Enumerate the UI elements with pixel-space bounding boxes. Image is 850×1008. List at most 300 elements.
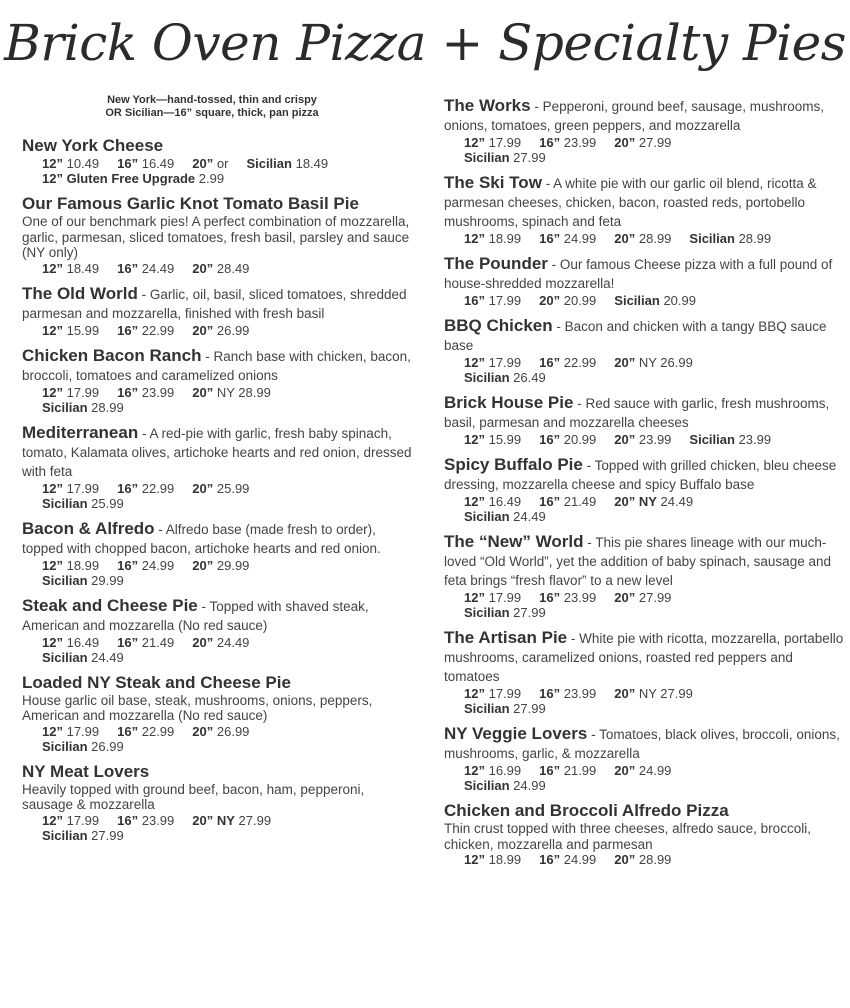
price-list <box>22 635 412 665</box>
size-label: Sicilian <box>464 370 510 385</box>
price-value: 29.99 <box>91 572 124 588</box>
size-label: 20” NY <box>614 494 657 509</box>
size-label: 20” <box>614 432 636 447</box>
menu-item-header <box>22 136 412 156</box>
price-value: 26.49 <box>513 370 546 385</box>
price-entry <box>539 293 596 308</box>
price-entry <box>192 813 271 828</box>
left-column <box>22 94 412 851</box>
price-value: 23.99 <box>638 432 672 447</box>
menu-item-name: The Old World <box>22 283 138 303</box>
size-label: 20” <box>614 686 636 701</box>
menu-item-description: - Pepperoni, ground beef, sausage, mushrooms, onions, tomatoes, green peppers, and mozzarella <box>444 99 825 133</box>
price-entry <box>117 323 174 338</box>
menu-item <box>444 254 844 308</box>
price-value: 27.99 <box>513 150 546 165</box>
price-list <box>22 813 412 843</box>
price-value: 20.99 <box>563 293 597 308</box>
price-value: 23.99 <box>141 812 175 828</box>
price-row <box>42 156 412 171</box>
right-menu-items <box>444 96 844 867</box>
price-entry <box>614 432 671 447</box>
menu-item <box>444 316 844 385</box>
price-entry <box>192 385 271 400</box>
menu-item-name: Brick House Pie <box>444 393 574 412</box>
menu-item-name: NY Meat Lovers <box>22 761 150 781</box>
price-list <box>22 323 412 338</box>
price-value: 27.99 <box>638 590 672 605</box>
size-label: 20” <box>614 763 636 778</box>
price-row <box>42 724 412 739</box>
size-label: Sicilian <box>42 399 88 415</box>
price-entry <box>117 813 174 828</box>
price-value: 24.49 <box>141 260 175 276</box>
price-entry <box>42 481 99 496</box>
size-label: 12” <box>464 590 485 605</box>
menu-item-name: The Pounder <box>444 254 548 273</box>
price-value: 22.99 <box>141 322 175 338</box>
price-row <box>464 355 844 370</box>
price-list <box>444 763 844 793</box>
size-label: Sicilian <box>42 827 88 843</box>
size-label: 12” <box>464 763 485 778</box>
price-entry <box>192 261 249 276</box>
menu-item-description: - Bacon and chicken with a tangy BBQ sauce base <box>444 319 827 353</box>
price-entry <box>614 590 671 605</box>
menu-item-description: - Topped with grilled chicken, bleu cheese dressing, mozzarella cheese and spicy Buffalo base <box>444 458 837 492</box>
price-entry <box>464 370 546 385</box>
price-value: 24.49 <box>91 649 124 665</box>
price-entry <box>539 686 596 701</box>
menu-title: Brick Oven Pizza + Specialty Pies <box>4 14 846 72</box>
price-row <box>42 635 412 650</box>
menu-item-name: New York Cheese <box>22 136 164 155</box>
size-label: 20” <box>614 852 636 867</box>
price-entry <box>42 496 124 511</box>
size-label: 20” <box>192 260 214 276</box>
menu-item-header <box>22 423 412 481</box>
crust-intro <box>22 94 412 120</box>
menu-item-description: - Garlic, oil, basil, sliced tomatoes, shredded parmesan and mozzarella, finished with fresh basil <box>22 286 407 321</box>
price-value: 10.49 <box>66 156 100 171</box>
price-entry <box>42 828 124 843</box>
menu-item-name: NY Veggie Lovers <box>444 724 588 743</box>
price-list <box>22 558 412 588</box>
menu-item-header <box>444 393 844 432</box>
price-entry <box>539 852 596 867</box>
size-label: 16” <box>539 135 561 150</box>
right-column <box>444 96 844 875</box>
size-label: 20” <box>539 293 561 308</box>
size-label: 16” <box>539 590 561 605</box>
menu-item-description: - Tomatoes, black olives, broccoli, onions, mushrooms, garlic, & mozzarella <box>444 727 840 761</box>
price-entry <box>464 763 521 778</box>
price-list <box>444 852 844 867</box>
price-list <box>444 494 844 524</box>
menu-item-header <box>444 254 844 293</box>
price-value: 17.99 <box>66 384 100 400</box>
price-value: 25.99 <box>91 495 124 511</box>
price-value: 18.99 <box>66 557 100 573</box>
menu-item <box>22 423 412 511</box>
size-label: 12” <box>464 231 485 246</box>
size-label: 16” <box>464 293 485 308</box>
price-entry <box>42 573 124 588</box>
price-entry <box>539 231 596 246</box>
price-value: 18.49 <box>66 260 100 276</box>
price-entry <box>464 701 546 716</box>
menu-item-description: Thin crust topped with three cheeses, alfredo sauce, broccoli, chicken, mozzarella and parmesan <box>444 821 811 852</box>
menu-item-name: Chicken Bacon Ranch <box>22 345 202 365</box>
price-value: NY 26.99 <box>638 355 693 370</box>
menu-item-description: - White pie with ricotta, mozzarella, portabello mushrooms, caramelized onions, roasted red peppers and tomatoes <box>444 631 844 684</box>
menu-item-name: Our Famous Garlic Knot Tomato Basil Pie <box>22 194 359 213</box>
price-value: 17.99 <box>488 686 522 701</box>
menu-item <box>444 628 844 716</box>
price-value: 24.99 <box>513 778 546 793</box>
size-label: 20” <box>192 723 214 739</box>
menu-item-header <box>444 96 844 135</box>
size-label: Sicilian <box>464 778 510 793</box>
price-row <box>42 813 412 828</box>
price-entry <box>464 432 521 447</box>
size-label: 12” <box>464 852 485 867</box>
price-entry <box>117 385 174 400</box>
price-row <box>42 385 412 400</box>
menu-item-description: - Our famous Cheese pizza with a full pound of house-shredded mozzarella! <box>444 257 833 291</box>
price-value: 16.99 <box>488 763 522 778</box>
menu-item-description: - Alfredo base (made fresh to order), topped with chopped bacon, artichoke hearts and red onion. <box>22 521 381 556</box>
size-label: 12” <box>42 322 63 338</box>
price-entry <box>117 156 174 171</box>
price-value: NY 28.99 <box>216 384 271 400</box>
price-value: 27.99 <box>91 827 124 843</box>
price-entry <box>42 261 99 276</box>
size-label: 20” NY <box>192 812 235 828</box>
price-value: 24.99 <box>563 852 597 867</box>
price-entry <box>464 293 521 308</box>
price-value: 22.99 <box>141 723 175 739</box>
menu-item-description: One of our benchmark pies! A perfect combination of mozzarella, garlic, parmesan, sliced tomatoes, fresh basil, parsley and sauce (NY only) <box>22 214 410 260</box>
price-value: 26.99 <box>216 723 250 739</box>
size-label: 16” <box>117 384 139 400</box>
size-label: Sicilian <box>42 495 88 511</box>
price-row <box>464 135 844 150</box>
price-list <box>444 355 844 385</box>
menu-item-header <box>444 173 844 231</box>
menu-item <box>22 596 412 665</box>
size-label: 12” <box>464 432 485 447</box>
price-entry <box>539 432 596 447</box>
price-value: 20.99 <box>663 293 696 308</box>
size-label: Sicilian <box>42 572 88 588</box>
price-entry <box>614 852 671 867</box>
menu-item-name: Steak and Cheese Pie <box>22 595 198 615</box>
menu-item-header <box>22 194 412 214</box>
price-value: 26.99 <box>216 322 250 338</box>
price-row <box>42 496 412 511</box>
price-entry <box>464 135 521 150</box>
size-label: 16” <box>117 322 139 338</box>
menu-item <box>444 455 844 524</box>
price-value: 16.49 <box>488 494 522 509</box>
price-row <box>42 739 412 754</box>
price-list <box>444 135 844 165</box>
size-label: Sicilian <box>464 605 510 620</box>
price-value: or <box>216 156 229 171</box>
price-entry <box>464 509 546 524</box>
menu-item-header <box>22 673 412 693</box>
price-value: 27.99 <box>513 701 546 716</box>
price-value: 21.49 <box>141 634 175 650</box>
price-row <box>464 293 844 308</box>
price-value: 22.99 <box>141 480 175 496</box>
price-entry <box>42 385 99 400</box>
price-entry <box>464 231 521 246</box>
price-entry <box>464 590 521 605</box>
size-label: 12” <box>42 260 63 276</box>
price-entry <box>192 558 249 573</box>
menu-item <box>22 762 412 843</box>
menu-item-description: - This pie shares lineage with our much-loved “Old World”, yet the addition of baby spinach, sausage and feta brings “fresh flavor” to a new level <box>444 535 831 588</box>
price-value: 20.99 <box>563 432 597 447</box>
price-value: 22.99 <box>563 355 597 370</box>
price-value: 15.99 <box>66 322 100 338</box>
price-value: 23.99 <box>141 384 175 400</box>
price-row <box>464 231 844 246</box>
size-label: 12” <box>42 723 63 739</box>
menu-item-description: - A red-pie with garlic, fresh baby spinach, tomato, Kalamata olives, artichoke hearts and red onion, dressed with feta <box>22 425 412 479</box>
price-entry <box>539 763 596 778</box>
price-value: 17.99 <box>488 590 522 605</box>
price-value: 15.99 <box>488 432 522 447</box>
price-entry <box>42 635 99 650</box>
price-entry <box>539 355 596 370</box>
price-value: 23.99 <box>738 432 772 447</box>
price-value: 24.99 <box>638 763 672 778</box>
menu-item-name: The Artisan Pie <box>444 628 568 647</box>
size-label: 16” <box>117 480 139 496</box>
price-entry <box>689 231 771 246</box>
price-value: 28.99 <box>738 231 772 246</box>
menu-item-header <box>22 762 412 782</box>
menu-item-name: Spicy Buffalo Pie <box>444 455 583 474</box>
price-entry <box>464 686 521 701</box>
menu-item-description: House garlic oil base, steak, mushrooms, onions, peppers, American and mozzarella (No red sauce) <box>22 692 373 723</box>
price-entry <box>192 323 249 338</box>
menu-item <box>22 519 412 588</box>
menu-item-name: The “New” World <box>444 532 584 551</box>
price-value: 17.99 <box>66 723 100 739</box>
price-entry <box>246 156 328 171</box>
price-entry <box>117 635 174 650</box>
price-row <box>464 370 844 385</box>
size-label: 12” <box>42 812 63 828</box>
price-row <box>42 558 412 573</box>
size-label: Sicilian <box>614 293 660 308</box>
price-row <box>42 481 412 496</box>
size-label: 16” <box>539 231 561 246</box>
price-list <box>22 724 412 754</box>
price-value: 17.99 <box>66 480 100 496</box>
price-entry <box>117 558 174 573</box>
size-label: Sicilian <box>464 509 510 524</box>
price-value: 18.99 <box>488 231 522 246</box>
price-entry <box>42 156 99 171</box>
size-label: 16” <box>539 763 561 778</box>
menu-item-name: Bacon & Alfredo <box>22 518 155 538</box>
price-value: 24.49 <box>660 494 694 509</box>
price-row <box>464 605 844 620</box>
price-entry <box>42 171 224 186</box>
price-value: 27.99 <box>513 605 546 620</box>
menu-item-name: The Ski Tow <box>444 173 542 192</box>
menu-item-description: Heavily topped with ground beef, bacon, ham, pepperoni, sausage & mozzarella <box>22 781 365 812</box>
price-value: 28.99 <box>91 399 124 415</box>
price-row <box>464 701 844 716</box>
price-list <box>22 385 412 415</box>
price-row <box>42 828 412 843</box>
menu-item-name: Loaded NY Steak and Cheese Pie <box>22 672 291 692</box>
size-label: 20” <box>614 135 636 150</box>
menu-item <box>444 96 844 165</box>
menu-item-description: - Topped with shaved steak, American and mozzarella (No red sauce) <box>22 598 369 633</box>
size-label: Sicilian <box>464 701 510 716</box>
left-menu-items <box>22 136 412 843</box>
menu-item <box>22 194 412 276</box>
size-label: 16” <box>539 432 561 447</box>
price-value: 17.99 <box>488 135 522 150</box>
size-label: 20” <box>192 480 214 496</box>
price-entry <box>464 605 546 620</box>
menu-item <box>444 532 844 620</box>
price-entry <box>464 852 521 867</box>
menu-item-name: Chicken and Broccoli Alfredo Pizza <box>444 801 729 820</box>
size-label: Sicilian <box>42 738 88 754</box>
menu-item <box>22 673 412 754</box>
price-value: 28.99 <box>638 231 672 246</box>
price-entry <box>689 432 771 447</box>
price-entry <box>614 763 671 778</box>
size-label: 12” <box>42 156 63 171</box>
price-entry <box>42 724 99 739</box>
price-list <box>444 231 844 246</box>
size-label: Sicilian <box>246 156 292 171</box>
size-label: 16” <box>117 557 139 573</box>
size-label: 12” Gluten Free Upgrade <box>42 171 196 186</box>
menu-item <box>22 346 412 415</box>
price-entry <box>464 355 521 370</box>
price-entry <box>117 481 174 496</box>
size-label: 12” <box>464 494 485 509</box>
menu-item-description: - Red sauce with garlic, fresh mushrooms, basil, parmesan and mozzarella cheeses <box>444 396 830 430</box>
price-row <box>464 509 844 524</box>
size-label: 12” <box>42 634 63 650</box>
price-entry <box>539 590 596 605</box>
price-list <box>22 481 412 511</box>
intro-line-2: OR Sicilian—16” square, thick, pan pizza <box>105 107 319 119</box>
size-label: 20” <box>614 231 636 246</box>
size-label: 20” <box>192 634 214 650</box>
price-value: 21.99 <box>563 763 597 778</box>
size-label: 16” <box>117 260 139 276</box>
menu-item-header <box>444 628 844 686</box>
size-label: 16” <box>117 156 139 171</box>
size-label: 16” <box>117 812 139 828</box>
price-entry <box>42 813 99 828</box>
price-row <box>42 261 412 276</box>
price-value: 2.99 <box>198 171 225 186</box>
price-row <box>42 171 412 186</box>
price-list <box>22 156 412 186</box>
price-value: 18.49 <box>295 156 329 171</box>
price-entry <box>614 355 693 370</box>
price-value: 18.99 <box>488 852 522 867</box>
price-entry <box>192 724 249 739</box>
price-value: 27.99 <box>638 135 672 150</box>
price-entry <box>464 494 521 509</box>
price-list <box>444 432 844 447</box>
menu-item-name: The Works <box>444 96 531 115</box>
price-entry <box>464 150 546 165</box>
price-entry <box>117 261 174 276</box>
size-label: 12” <box>42 480 63 496</box>
price-value: 23.99 <box>563 135 597 150</box>
price-value: 16.49 <box>141 156 175 171</box>
price-entry <box>464 778 546 793</box>
menu-item-header <box>444 316 844 355</box>
price-value: 26.99 <box>91 738 124 754</box>
price-value: 24.99 <box>141 557 175 573</box>
price-entry <box>42 400 124 415</box>
size-label: 12” <box>464 355 485 370</box>
price-entry <box>614 293 696 308</box>
price-row <box>464 494 844 509</box>
price-entry <box>614 686 693 701</box>
price-list <box>444 293 844 308</box>
size-label: 12” <box>42 557 63 573</box>
menu-item-header <box>22 284 412 323</box>
price-value: 24.49 <box>216 634 250 650</box>
menu-item-header <box>444 801 844 821</box>
menu-item-description: - A white pie with our garlic oil blend, ricotta & parmesan cheeses, chicken, bacon, roasted reds, portobello mushrooms, spinach and feta <box>444 176 817 229</box>
size-label: 16” <box>539 494 561 509</box>
size-label: 20” <box>614 355 636 370</box>
price-row <box>464 778 844 793</box>
size-label: 12” <box>42 384 63 400</box>
size-label: Sicilian <box>689 432 735 447</box>
price-entry <box>192 156 228 171</box>
price-list <box>444 686 844 716</box>
price-entry <box>539 135 596 150</box>
size-label: 16” <box>117 634 139 650</box>
price-entry <box>42 739 124 754</box>
size-label: 12” <box>464 686 485 701</box>
price-value: 24.49 <box>513 509 546 524</box>
price-value: 28.49 <box>216 260 250 276</box>
price-value: 25.99 <box>216 480 250 496</box>
menu-item-description: - Ranch base with chicken, bacon, broccoli, tomatoes and caramelized onions <box>22 348 411 383</box>
price-value: 17.99 <box>488 355 522 370</box>
menu-item-header <box>444 455 844 494</box>
price-entry <box>117 724 174 739</box>
price-value: 17.99 <box>66 812 100 828</box>
size-label: Sicilian <box>689 231 735 246</box>
price-value: NY 27.99 <box>638 686 693 701</box>
price-entry <box>614 494 693 509</box>
price-list <box>444 590 844 620</box>
price-row <box>42 573 412 588</box>
